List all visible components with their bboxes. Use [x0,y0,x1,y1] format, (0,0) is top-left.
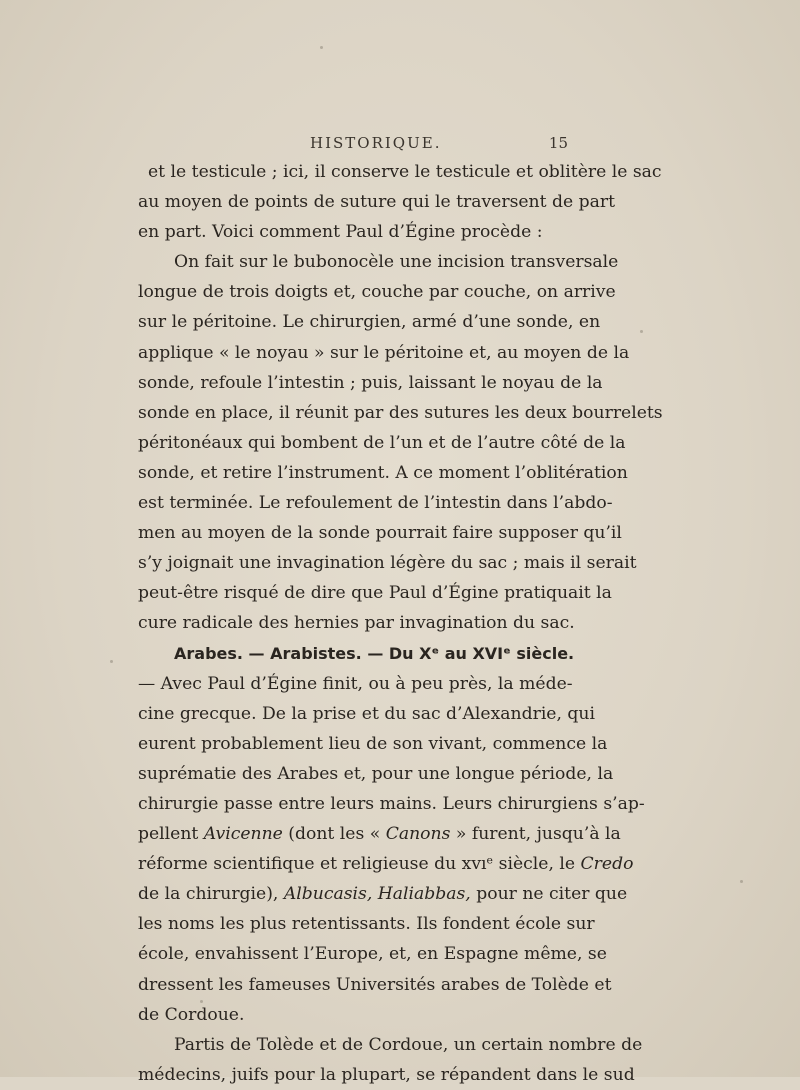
text-line: Partis de Tolède et de Cordoue, un certain nombre de [174,1034,643,1055]
text-run: » furent, jusqu’à la [450,824,621,845]
text-line: et le testicule ; ici, il conserve le testicule et oblitère le sac [148,162,662,182]
text-line: en part. Voici comment Paul d’Égine procède : [138,222,543,243]
text-line: cine grecque. De la prise et du sac d’Alexandrie, qui [138,703,595,724]
body-text [138,157,663,1090]
text-run: (dont les « [282,824,386,845]
text-line: dressent les fameuses Universités arabes de Tolède et [138,974,612,995]
text-line: médecins, juifs pour la plupart, se répandent dans le sud [138,1064,635,1085]
text-line: — Avec Paul d’Égine finit, ou à peu près, la méde- [138,673,573,694]
text-line: de Cordoue. [138,1004,245,1025]
text-line: suprématie des Arabes et, pour une longue période, la [138,763,614,784]
text-line: eurent probablement lieu de son vivant, commence la [138,733,608,754]
text-line: sonde, refoule l’intestin ; puis, laissant le noyau de la [138,372,603,393]
paper-speck [640,330,643,333]
text-line: sur le péritoine. Le chirurgien, armé d’une sonde, en [138,312,601,333]
text-line: peut-être risqué de dire que Paul d’Égine pratiquait la [138,583,612,604]
text-line [138,879,628,909]
text-line: On fait sur le bubonocèle une incision transversale [174,252,619,273]
italic-name: Canons [385,824,451,845]
text-run: réforme scientifique et religieuse du xvıᵉ siècle, le [138,854,581,875]
text-line: est terminée. Le refoulement de l’intestin dans l’abdo- [138,493,613,514]
text-line: école, envahissent l’Europe, et, en Espagne même, se [138,944,607,965]
text-line: s’y joignait une invagination légère du sac ; mais il serait [138,553,637,574]
page-number: 15 [548,134,568,152]
section-heading [138,639,575,669]
text-line: men au moyen de la sonde pourrait faire supposer qu’il [138,523,622,544]
text-line: les noms les plus retentissants. Ils fondent école sur [138,914,595,935]
text-line: applique « le noyau » sur le péritoine et, au moyen de la [138,342,630,363]
page-header [140,134,568,156]
section-heading-text: Arabes. — Arabistes. — Du Xᵉ au XVIᵉ siècle. [174,643,575,663]
running-title: HISTORIQUE. [310,134,442,152]
text-line: sonde, et retire l’instrument. A ce moment l’oblitération [138,462,628,483]
text-line: cure radicale des hernies par invagination du sac. [138,613,575,634]
text-line: au moyen de points de suture qui le traversent de part [138,192,616,213]
text-run: pellent [138,824,204,845]
paper-speck [320,46,323,49]
text-line [138,849,634,879]
paper-speck [110,660,113,663]
text-line: longue de trois doigts et, couche par couche, on arrive [138,282,616,303]
text-run: pour ne citer que [470,884,628,905]
italic-name: Avicenne [203,824,283,845]
text-line: péritonéaux qui bombent de l’un et de l’autre côté de la [138,432,626,453]
text-run: de la chirurgie), [138,884,284,905]
paper-speck [200,1000,203,1003]
paper-speck [740,880,743,883]
text-line [138,819,621,849]
text-line: sonde en place, il réunit par des sutures les deux bourrelets [138,402,663,423]
italic-name: Credo [580,854,634,875]
text-line: chirurgie passe entre leurs mains. Leurs chirurgiens s’ap- [138,793,645,814]
italic-name: Albucasis, Haliabbas, [283,884,471,905]
